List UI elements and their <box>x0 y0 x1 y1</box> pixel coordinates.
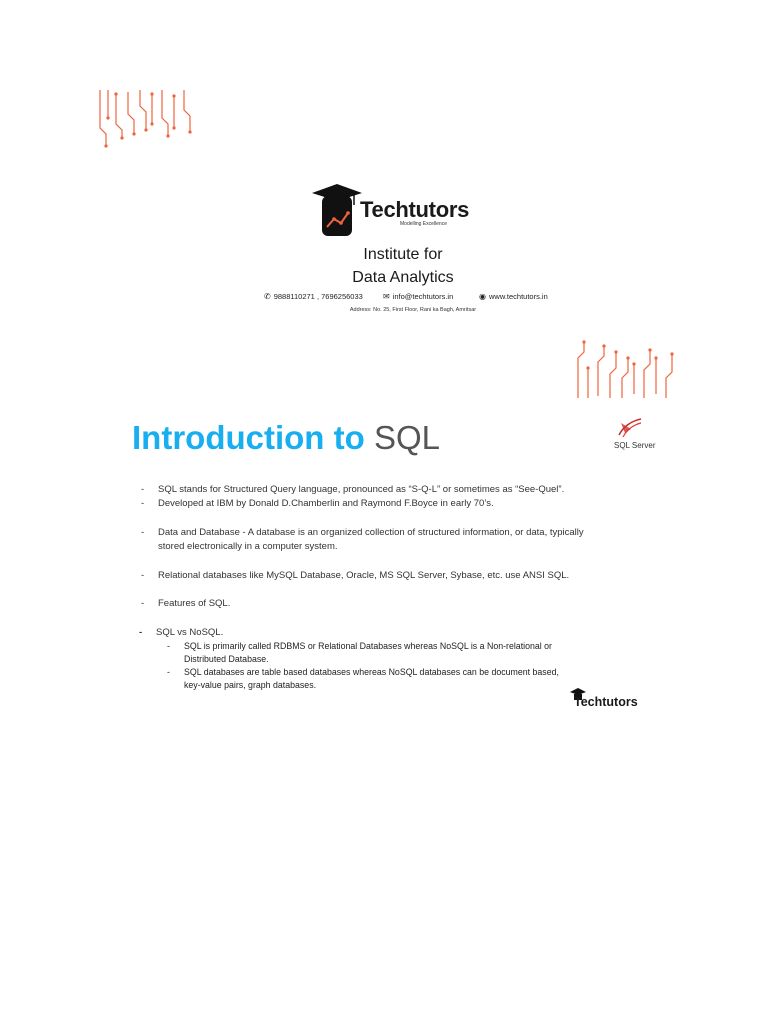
contact-email <box>383 292 453 301</box>
address-line: Address: No. 25, First Floor, Rani ka Bagh, Amritsar <box>349 307 477 313</box>
footer-brand-name: Techtutors <box>574 695 638 709</box>
email-address: info@techtutors.in <box>392 292 454 301</box>
footer-techtutors-logo <box>568 688 648 712</box>
brand-tagline: Modelling Excellence <box>400 221 447 227</box>
title-part2: SQL <box>373 419 440 456</box>
phone-number: 9888110271 , 7696256033 <box>273 292 363 301</box>
circuit-decoration-top-left <box>96 88 196 152</box>
page-title <box>132 419 440 457</box>
institute-title-line2: Data Analytics <box>352 269 454 286</box>
globe-icon: ◉ <box>479 292 486 301</box>
phone-icon: ✆ <box>264 292 271 301</box>
title-part1: Introduction to <box>132 419 365 456</box>
brand-name: Techtutors <box>360 197 470 222</box>
contact-website <box>479 292 548 301</box>
website-url: www.techtutors.in <box>488 292 548 301</box>
sql-server-label: SQL Server <box>614 441 656 450</box>
institute-title-line1: Institute for <box>363 246 443 263</box>
contact-phone <box>264 292 363 301</box>
sql-server-icon <box>617 417 643 439</box>
mail-icon: ✉ <box>383 292 390 301</box>
circuit-decoration-right <box>574 338 674 400</box>
sql-server-logo <box>611 417 661 453</box>
